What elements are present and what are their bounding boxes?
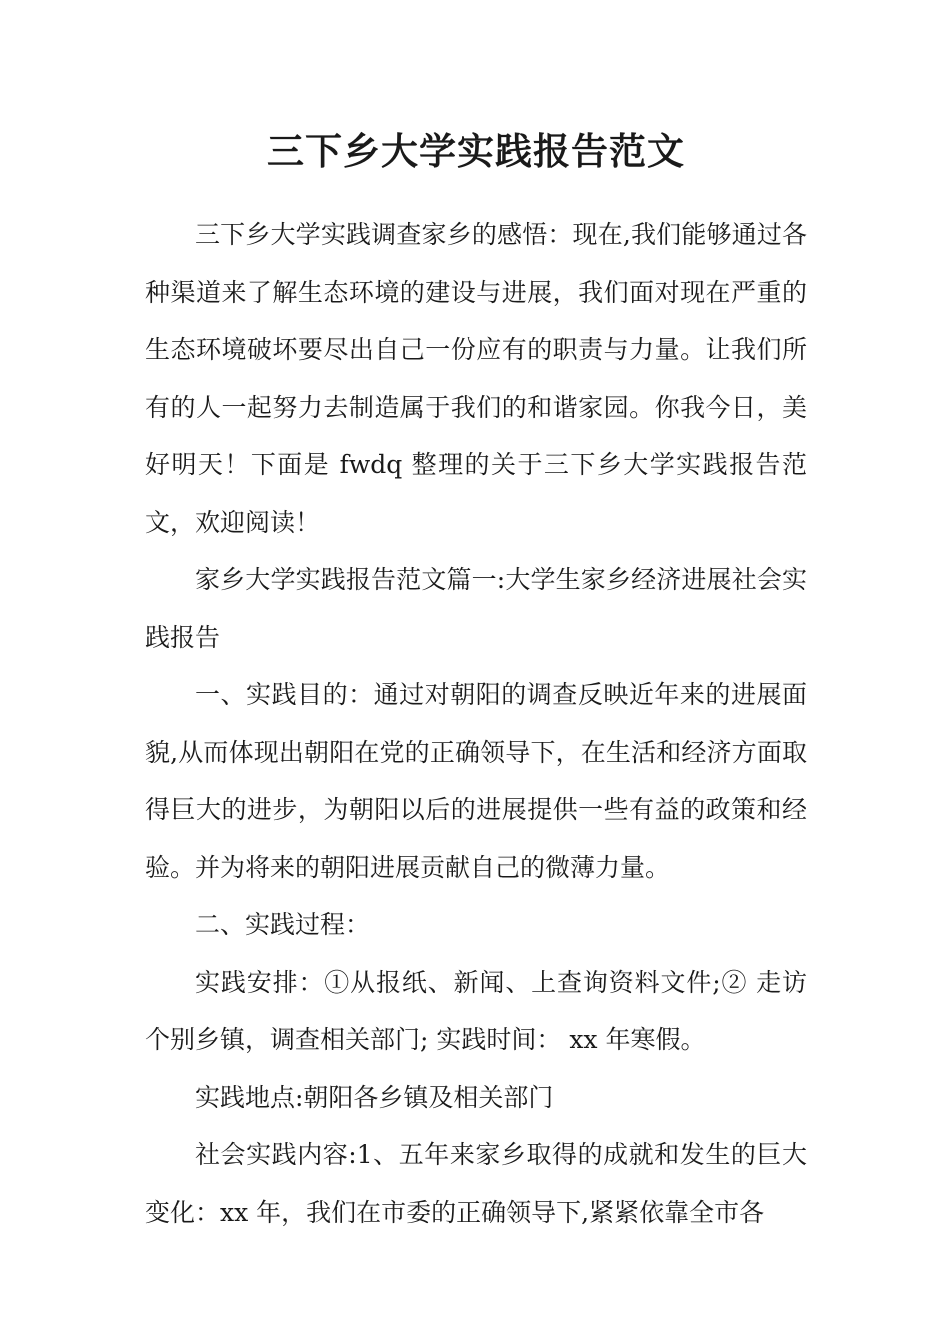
paragraph-intro: 三下乡大学实践调查家乡的感悟：现在,我们能够通过各种渠道来了解生态环境的建设与进展，我们面对现在严重的生态环境破坏要尽出自己一份应有的职责与力量。让我们所有的人一起努力去制造属于我们的和谐家园。你我今日，美好明天！下面是 fwdq 整理的关于三下乡大学实践报告范文，欢迎阅读！ [145, 220, 807, 537]
paragraph-section-heading: 家乡大学实践报告范文篇一:大学生家乡经济进展社会实践报告 [145, 565, 807, 652]
document-page [145, 118, 807, 1241]
paragraph-content: 社会实践内容:1、五年来家乡取得的成就和发生的巨大变化：xx 年，我们在市委的正确领导下,紧紧依靠全市各 [145, 1140, 807, 1227]
paragraph-arrangement: 实践安排：①从报纸、新闻、上查询资料文件;② 走访个别乡镇，调查相关部门; 实践时间： xx 年寒假。 [145, 967, 807, 1054]
paragraph-purpose: 一、实践目的：通过对朝阳的调查反映近年来的进展面貌,从而体现出朝阳在党的正确领导下，在生活和经济方面取得巨大的进步，为朝阳以后的进展提供一些有益的政策和经验。并为将来的朝阳进展贡献自己的微薄力量。 [145, 680, 807, 882]
paragraph-location: 实践地点:朝阳各乡镇及相关部门 [195, 1082, 554, 1112]
document-title: 三下乡大学实践报告范文 [267, 129, 685, 173]
paragraph-process-heading: 二、实践过程： [195, 910, 371, 939]
